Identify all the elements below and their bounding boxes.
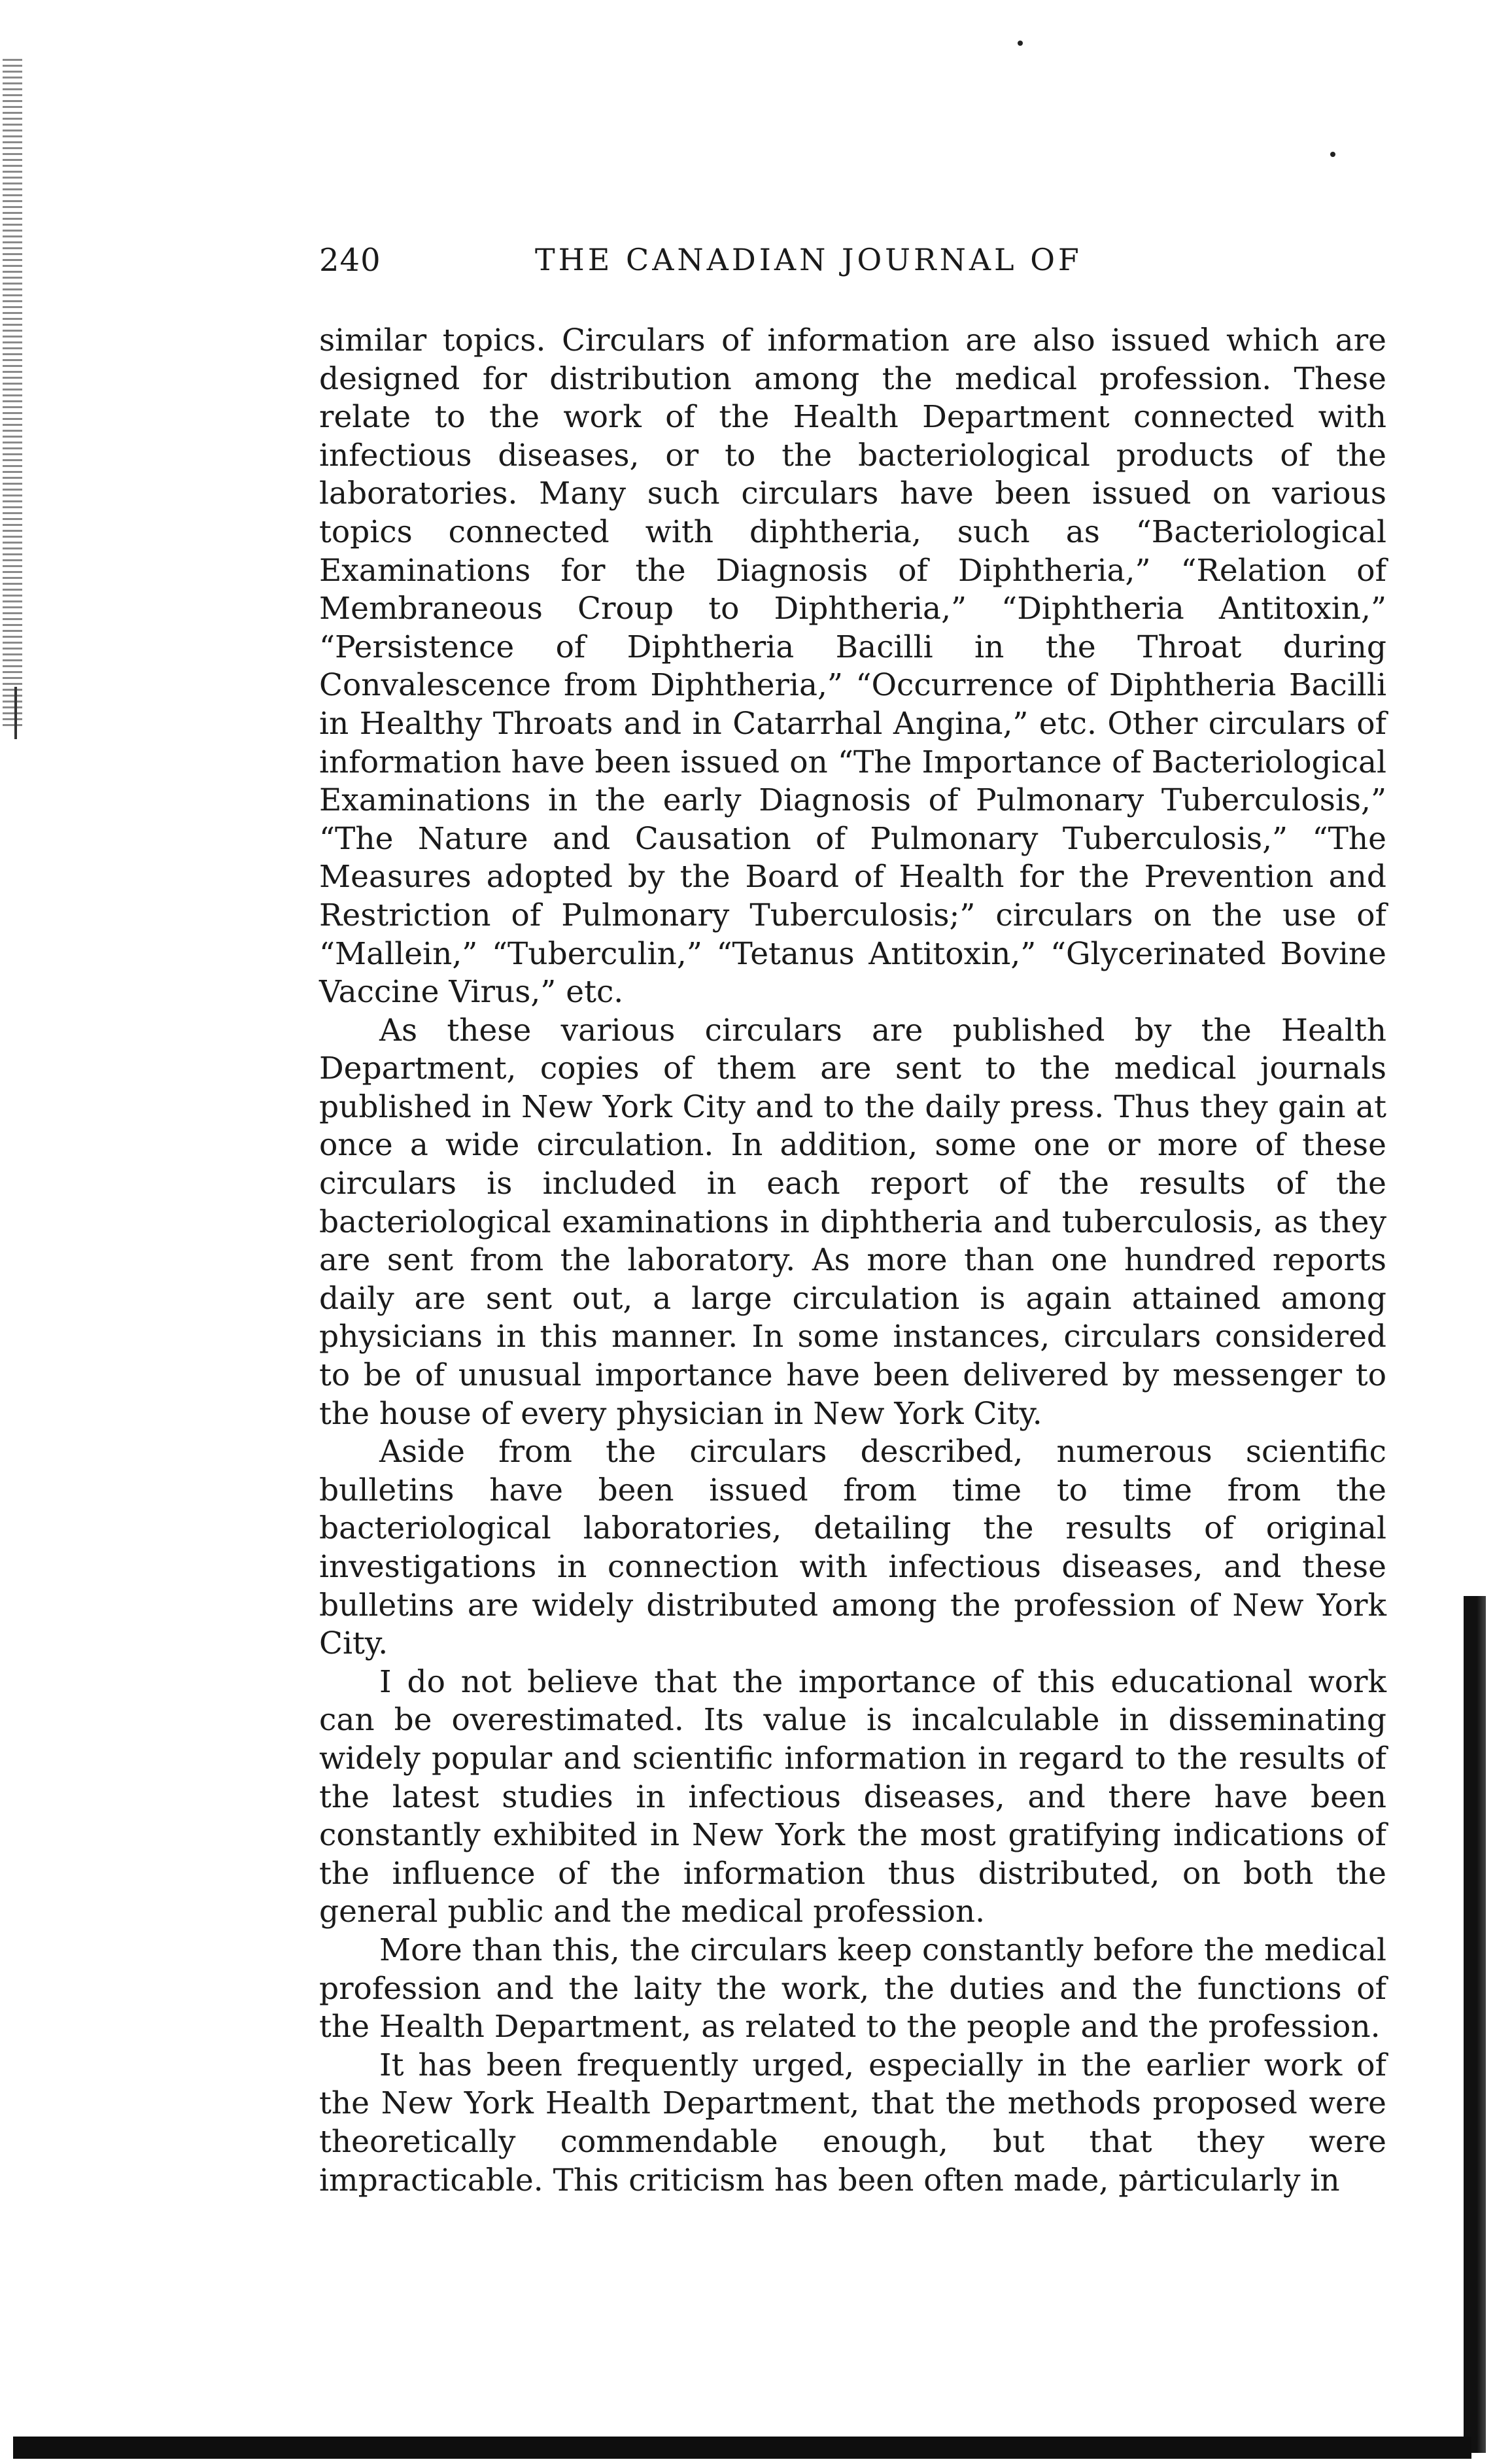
scan-speck: [1018, 41, 1023, 46]
scan-speck: [1330, 152, 1335, 157]
paragraph: As these various circulars are published by the Health Department, copies of them are sent to the medical journals published in New York City and to the daily press. Thus they gain at once a wide circulation. In addition, some one or more of these circulars is included in each report of the results of the bacteriological examinations in diphtheria and tuberculosis, as they are sent from the laboratory. As more than one hundred reports daily are sent out, a large circulation is again attained among physicians in this manner. In some instances, circulars considered to be of unusual importance have been delivered by messenger to the house of every physician in New York City.: [319, 1012, 1386, 1432]
paragraph: I do not believe that the importance of this educational work can be overestimated. Its value is incalculable in disseminating widely popular and scientific information in regard to the results of the latest studies in infectious diseases, and there have been constantly exhibited in New York the most gratifying indications of the influence of the information thus distributed, on both the general public and the medical profession.: [319, 1663, 1386, 1930]
body-text: [319, 322, 1386, 2200]
paragraph: It has been frequently urged, especially in the earlier work of the New York Health Department, that the methods proposed were theoretically commendable enough, but that they were impracticable. This criticism has been often made, particularly in: [319, 2047, 1386, 2198]
paragraph: similar topics. Circulars of information are also issued which are designed for distribution among the medical profession. These relate to the work of the Health Department connected with infectious diseases, or to the bacteriological products of the laboratories. Many such circulars have been issued on various topics connected with diphtheria, such as “Bacteriological Examinations for the Diagnosis of Diphtheria,” “Relation of Membraneous Croup to Diphtheria,” “Diphtheria Antitoxin,” “Persistence of Diphtheria Bacilli in the Throat during Convalescence from Diphtheria,” “Occurrence of Diphtheria Bacilli in Healthy Throats and in Catarrhal Angina,” etc. Other circulars of information have been issued on “The Importance of Bacteriological Examinations in the early Diagnosis of Pulmonary Tuberculosis,” “The Nature and Causation of Pulmonary Tuberculosis,” “The Measures adopted by the Board of Health for the Prevention and Restriction of Pulmonary Tuberculosis;” circulars on the use of “Mallein,” “Tuberculin,” “Tetanus Antitoxin,” “Glycerinated Bovine Vaccine Virus,” etc.: [319, 322, 1386, 1011]
running-title: THE CANADIAN JOURNAL OF: [535, 242, 1082, 277]
bottom-edge-shadow: [13, 2437, 1471, 2459]
binding-edge-tick: [14, 687, 17, 739]
paragraph: More than this, the circulars keep constantly before the medical profession and the laity the work, the duties and the functions of the Health Department, as related to the people and the profession.: [319, 1932, 1386, 2045]
right-edge-shadow: [1464, 1596, 1486, 2453]
running-head: [319, 242, 1386, 288]
binding-edge-marks: [3, 59, 22, 726]
page-number: 240: [319, 242, 381, 279]
paragraph: Aside from the circulars described, numerous scientific bulletins have been issued from time to time from the bacteriological laboratories, detailing the results of original investigations in connection with infectious diseases, and these bulletins are widely distributed among the profession of New York City.: [319, 1434, 1386, 1662]
